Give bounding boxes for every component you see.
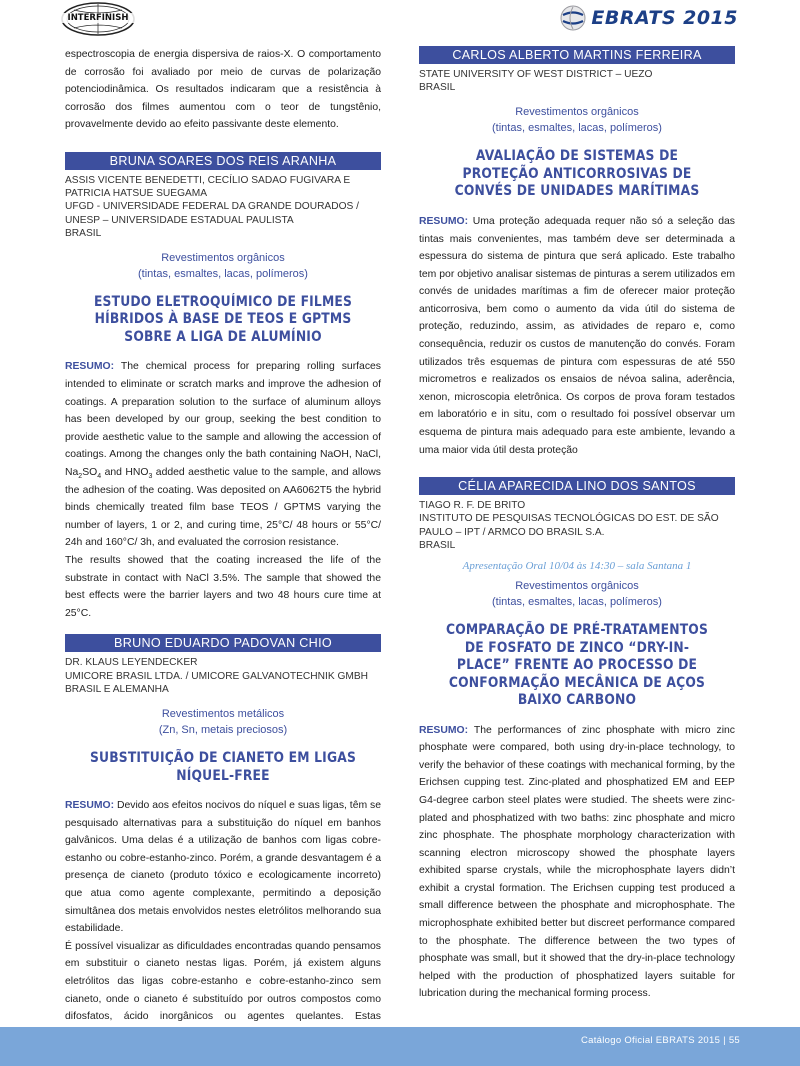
globe-icon xyxy=(559,4,587,32)
category-label: Revestimentos metálicos xyxy=(161,708,285,720)
abstract-text: Uma proteção adequada requer não só a seleção das tintas mais convenientes, mas também deve ser determinada a espessura do sistema de pintura que será aplicado. Este trabalho tem por objetivo analisar sistemas de pinturas a serem utilizados em convés de unidades marítimas a fim de oferecer maior proteção anticorrosiva, bem como o aumento da vida útil do sistema de proteção, reduzindo, assim, as atividades de reparo e, como consequência, reduzir os custos de manutenção do convés. Foram utilizados três esquemas de pintura com espessuras de até 550 micrometros e realizados os ensaios de névoa salina, aderência, xenon, microscopia eletrônica. Os corpos de prova foram testados em laboratório e in situ, com o resultado foi possível observar um esquema de pintura mais adequado para este ambiente, levando a uma maior vida útil desta proteção xyxy=(419,215,735,456)
abstract-text: added aesthetic value to the sample, and allows the adhesion of the coating. Was deposited on AA6062T5 the hybrid binds chemically treated film base TEOS / GPTMS varying the number of layers, 1 or 2, and curing time, 25°C/ 48 hours or 55°C/ 24h and 160°C/ 3h, and evaluated the corrosion resistance. xyxy=(65,467,381,549)
category-label: Revestimentos orgânicos xyxy=(515,106,639,119)
abstract-label: RESUMO: xyxy=(65,361,115,373)
subcategory-label: (tintas, esmaltes, lacas, polímeros) xyxy=(492,596,662,609)
abstract-label: RESUMO: xyxy=(65,800,115,811)
coauthors: TIAGO R. F. DE BRITO xyxy=(419,500,526,512)
author-bar: BRUNA SOARES DOS REIS ARANHA xyxy=(65,152,381,170)
institution: UMICORE BRASIL LTDA. / UMICORE GALVANOTECHNIK GMBH xyxy=(65,670,369,682)
article-title: ESTUDO ELETROQUÍMICO DE FILMES HÍBRIDOS À BASE DE TEOS E GPTMS SOBRE A LIGA DE ALUMÍNIO xyxy=(93,293,353,345)
interfinish-logo-text: INTERFINISH xyxy=(60,13,136,23)
abstract-paragraph-2: The results showed that the coating increased the life of the substrate in contact with NaCl 3.5%. The sample that showed the best effects were the barrier layers and two 48 hours cure time at 25°C. xyxy=(65,555,381,619)
ebrats-logo-text: EBRATS 2015 xyxy=(591,7,738,29)
presentation-schedule: Apresentação Oral 10/04 às 14:30 – sala Santana 1 xyxy=(462,560,692,573)
ebrats-logo xyxy=(559,3,738,33)
abstract xyxy=(419,722,735,1004)
abstract xyxy=(65,358,381,552)
category xyxy=(65,250,381,282)
country: BRASIL xyxy=(419,82,456,94)
country: BRASIL xyxy=(419,539,456,551)
subcategory-label: (Zn, Sn, metais preciosos) xyxy=(158,724,288,736)
footer-text: Catálogo Oficial EBRATS 2015 | 55 xyxy=(581,1035,740,1046)
coauthors: DR. KLAUS LEYENDECKER xyxy=(65,657,198,669)
institution: STATE UNIVERSITY OF WEST DISTRICT – UEZO xyxy=(419,69,653,80)
right-column xyxy=(419,46,735,1003)
abstract xyxy=(65,797,381,938)
abstract-text: Devido aos efeitos nocivos do níquel e suas ligas, têm se pesquisado alternativas para a substituição do níquel em banhos galvânicos. Uma delas é a utilização de banhos com ligas cobre-estanho ou cobre-estanho-zinco. Porém, a grande desvantagem é a presença de cianeto (produto tóxico e ecologicamente incorreto) que atua como agente complexante, permitindo a deposição simultânea dos metais envolvidos nestes eletrólitos melhorando sua estabilidade. xyxy=(65,800,381,935)
subscript: 4 xyxy=(97,473,102,481)
article-title: AVALIAÇÃO DE SISTEMAS DE PROTEÇÃO ANTICORROSIVAS DE CONVÉS DE UNIDADES MARÍTIMAS xyxy=(454,148,700,200)
left-column xyxy=(65,46,381,1061)
interfinish-logo xyxy=(60,2,136,36)
abstract-paragraph-2: É possível visualizar as dificuldades encontradas quando pensamos em substituir o cianeto nestas ligas. Porém, já existem alguns eletrólitos das ligas cobre-estanho e cobre-estanho-zinco sem cianeto, onde o cianeto é substituído por outros compostos como difosfatos, ácido inorgânicos ou agentes quelantes. Estas xyxy=(65,940,381,1023)
subcategory-label: (tintas, esmaltes, lacas, polímeros) xyxy=(492,122,662,135)
coauthors: ASSIS VICENTE BENEDETTI, CECÍLIO SADAO FUGIVARA E PATRICIA HATSUE SUEGAMA xyxy=(65,174,351,200)
country: BRASIL xyxy=(65,227,102,239)
institution: INSTITUTO DE PESQUISAS TECNOLÓGICAS DO EST. DE SÃO PAULO – IPT / ARMCO DO BRASIL S.A. xyxy=(419,513,719,538)
article-title: SUBSTITUIÇÃO DE CIANETO EM LIGAS NÍQUEL-FREE xyxy=(89,750,357,784)
abstract xyxy=(419,213,735,459)
intro-text: espectroscopia de energia dispersiva de raios-X. O comportamento de corrosão foi avaliado por meio de curvas de polarização potenciodinâmica. Os resultados indicaram que a resistência à corrosão dos filmes aumentou com o teor de tungstênio, provavelmente devido ao efeito passivante deste elemento. xyxy=(65,49,381,131)
author-bar: CÉLIA APARECIDA LINO DOS SANTOS xyxy=(419,477,735,495)
abstract-label: RESUMO: xyxy=(419,724,469,736)
page-header xyxy=(0,0,800,40)
category-label: Revestimentos orgânicos xyxy=(161,251,285,264)
page-footer xyxy=(0,1027,800,1066)
author-bar: BRUNO EDUARDO PADOVAN CHIO xyxy=(65,634,381,652)
category xyxy=(419,578,735,610)
subcategory-label: (tintas, esmaltes, lacas, polímeros) xyxy=(138,267,308,280)
abstract-text: and HNO xyxy=(101,467,149,479)
category xyxy=(419,104,735,136)
country: BRASIL E ALEMANHA xyxy=(65,683,169,695)
abstract-text: The chemical process for preparing rolling surfaces intended to eliminate or scratch marks and improve the adhesion of coatings. A preparation solution to the surface of aluminum alloys has been developed by our group, seeking the best condition to provide aesthetic value to the sample and allowing the accession of coatings. Among the changes only the bath containing NaOH, NaCl, Na xyxy=(65,361,381,479)
category-label: Revestimentos orgânicos xyxy=(515,580,639,593)
article-title: COMPARAÇÃO DE PRÉ-TRATAMENTOS DE FOSFATO DE ZINCO “DRY-IN-PLACE” FRENTE AO PROCESSO DE CONFORMAÇÃO MECÂNICA DE AÇOS BAIXO CARBONO xyxy=(445,622,709,709)
subscript: 3 xyxy=(148,473,153,481)
subscript: 2 xyxy=(78,473,83,481)
author-bar: CARLOS ALBERTO MARTINS FERREIRA xyxy=(419,46,735,64)
category xyxy=(65,706,381,738)
abstract-text: SO xyxy=(82,467,98,479)
institution: UFGD - UNIVERSIDADE FEDERAL DA GRANDE DOURADOS / UNESP – UNIVERSIDADE ESTADUAL PAULISTA xyxy=(65,201,359,226)
abstract-label: RESUMO: xyxy=(419,215,469,227)
abstract-text: The performances of zinc phosphate with micro zinc phosphate were compared, both using dry-in-place technology, to verify the behavior of these coatings with mechanical forming, by the Erichsen cupping test. Zinc-plated and phosphatized EM and EEP G4-degree carbon steel plates were studied. The sheets were zinc-plated and phosphatized with two baths: zinc phosphate and micro zinc phosphate. The phosphate morphology characterization with scanning electron microscopy showed the phosphate layers exhibited sparse crystals, while the microphosphate layers didn’t exhibit a crystal formation. The Erichsen cupping test produced a small difference between the phosphate and microphosphate. The microphosphate exhibited better but discreet performance compared to the phosphate. The difference between the two types of phosphate was small, but it showed that the dry-in-place technology helped with the production of phosphatized layers suitable for lubrication during the mechanical forming process. xyxy=(419,724,736,1000)
